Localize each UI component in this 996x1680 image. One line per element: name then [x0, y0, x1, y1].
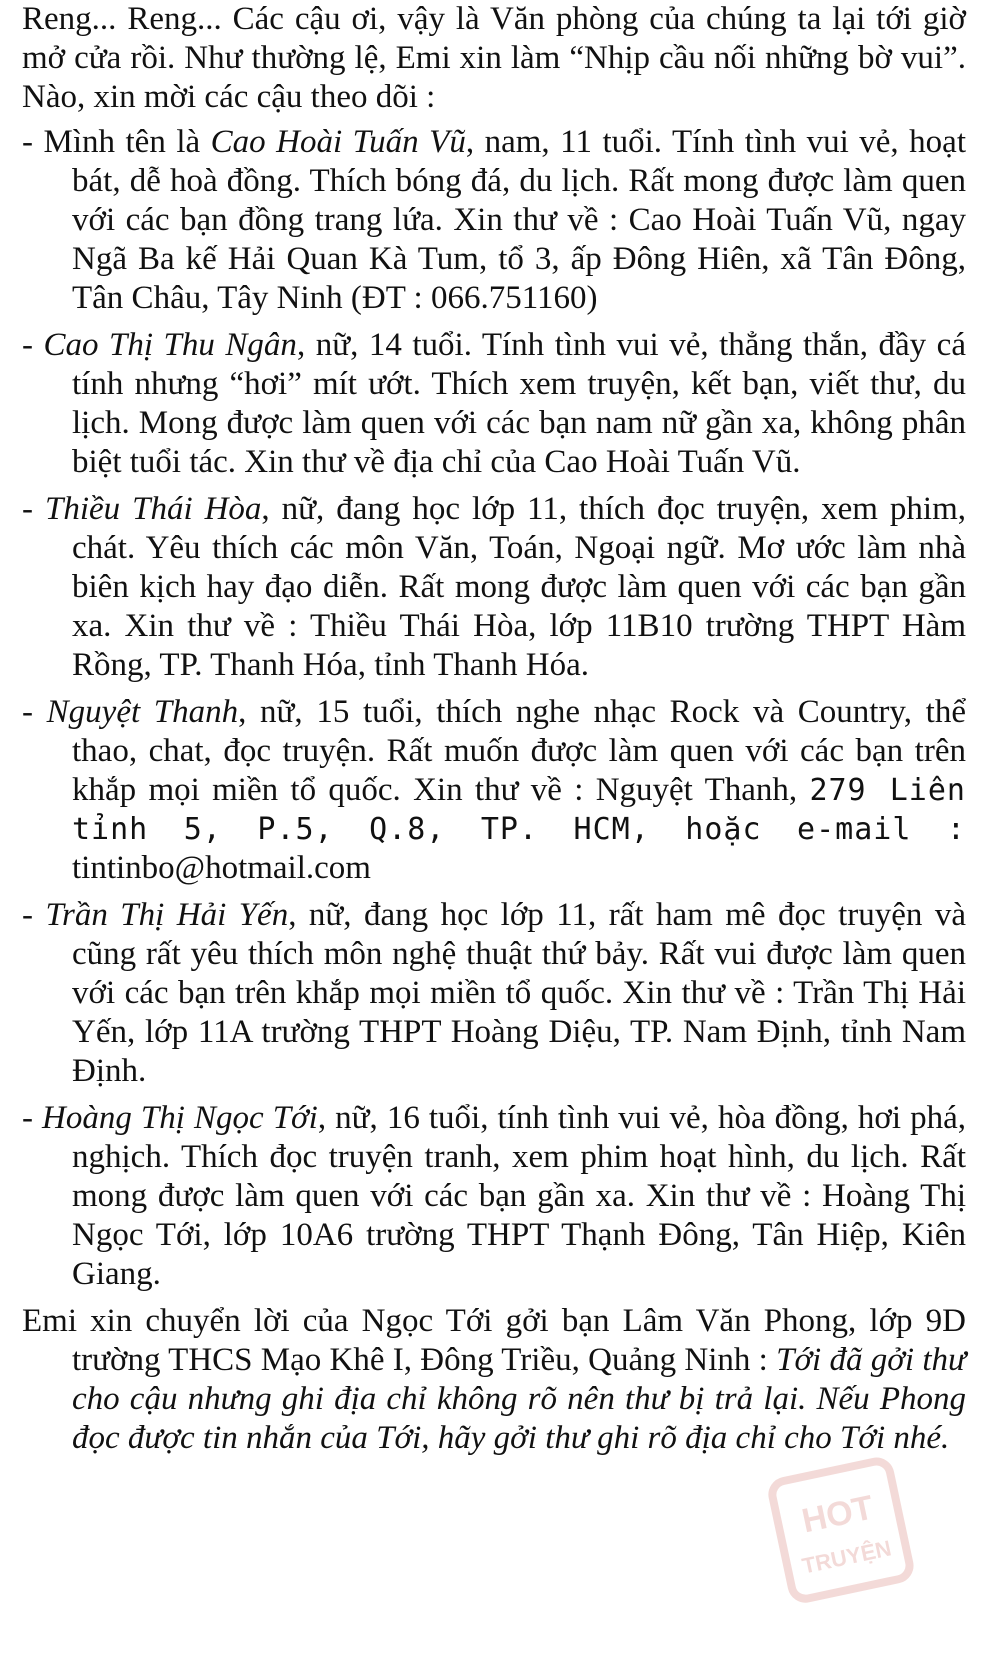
entry-5: [22, 896, 966, 1091]
outro-text: Emi xin chuyển lời của Ngọc Tới gởi bạn Lâm Văn Phong, lớp 9D trường THCS Mạo Khê I, Đông Triều, Quảng Ninh :: [22, 1303, 966, 1378]
entry-lead: -: [22, 694, 47, 730]
entry-name: Trần Thị Hải Yến: [45, 897, 289, 933]
entry-name: Thiều Thái Hòa: [44, 491, 262, 527]
outro-paragraph: [22, 1302, 966, 1458]
entry-4: [22, 693, 966, 888]
entry-body: , nữ, đang học lớp 11, rất ham mê đọc truyện và cũng rất yêu thích môn nghệ thuật thứ bảy. Rất vui được làm quen với các bạn trên khắp mọi miền tổ quốc. Xin thư về : Trần Thị Hải Yến, lớp 11A trường THPT Hoàng Diệu, TP. Nam Định, tỉnh Nam Định.: [72, 897, 967, 1089]
entry-name: Nguyệt Thanh: [46, 694, 239, 730]
entry-3: [22, 490, 966, 685]
entry-lead: -: [22, 491, 45, 527]
entry-lead: -: [22, 327, 44, 363]
entry-body: , nữ, 16 tuổi, tính tình vui vẻ, hòa đồng, hơi phá, nghịch. Thích đọc truyện tranh, xem phim hoạt hình, du lịch. Rất mong được làm quen với các bạn gần xa. Xin thư về : Hoàng Thị Ngọc Tới, lớp 10A6 trường THPT Thạnh Đông, Tân Hiệp, Kiên Giang.: [72, 1100, 966, 1292]
entry-body: , nữ, đang học lớp 11, thích đọc truyện, xem phim, chát. Yêu thích các môn Văn, Toán, Ngoại ngữ. Mơ ước làm nhà biên kịch hay đạo diễn. Rất mong được làm quen với các bạn gần xa. Xin thư về : Thiều Thái Hòa, lớp 11B10 trường THPT Hàm Rồng, TP. Thanh Hóa, tỉnh Thanh Hóa.: [72, 491, 966, 683]
entry-lead: - Mình tên là: [22, 124, 211, 160]
entry-6: [22, 1099, 966, 1294]
svg-text:TRUYỆN: TRUYỆN: [799, 1535, 894, 1579]
svg-text:HOT: HOT: [798, 1488, 877, 1541]
intro-paragraph: Reng... Reng... Các cậu ơi, vậy là Văn phòng của chúng ta lại tới giờ mở cửa rồi. Như thường lệ, Emi xin làm “Nhịp cầu nối những bờ vui”. Nào, xin mời các cậu theo dõi :: [22, 1, 966, 115]
entry-address: 279 Liên tỉnh 5, P.5, Q.8, TP. HCM, hoặc e-mail :: [72, 773, 966, 847]
entry-1: [22, 123, 966, 318]
entry-2: [22, 326, 966, 482]
entry-name: Hoàng Thị Ngọc Tới: [42, 1100, 318, 1136]
entry-body: , nam, 11 tuổi. Tính tình vui vẻ, hoạt bát, dễ hoà đồng. Thích bóng đá, du lịch. Rất mong được làm quen với các bạn đồng trang lứa. Xin thư về : Cao Hoài Tuấn Vũ, ngay Ngã Ba kế Hải Quan Kà Tum, tổ 3, ấp Đông Hiên, xã Tân Đông, Tân Châu, Tây Ninh (ĐT : 066.751160): [72, 124, 966, 316]
entry-body: , nữ, 15 tuổi, thích nghe nhạc Rock và Country, thể thao, chat, đọc truyện. Rất muốn được làm quen với các bạn trên khắp mọi miền tổ quốc. Xin thư về : Nguyệt Thanh,: [72, 694, 966, 808]
entry-name: Cao Thị Thu Ngân: [43, 327, 297, 363]
entry-email: tintinbo@hotmail.com: [72, 850, 371, 886]
entry-lead: -: [22, 897, 46, 933]
watermark-logo: [752, 1440, 932, 1630]
entry-body: , nữ, 14 tuổi. Tính tình vui vẻ, thẳng thắn, đầy cá tính nhưng “hơi” mít ướt. Thích xem truyện, kết bạn, viết thư, du lịch. Mong được làm quen với các bạn nam nữ gần xa, không phân biệt tuổi tác. Xin thư về địa chỉ của Cao Hoài Tuấn Vũ.: [72, 327, 966, 480]
outro-quote: Tới đã gởi thư cho cậu nhưng ghi địa chỉ không rõ nên thư bị trả lại. Nếu Phong đọc được tin nhắn của Tới, hãy gởi thư ghi rõ địa chỉ cho Tới nhé.: [72, 1342, 966, 1456]
entry-name: Cao Hoài Tuấn Vũ: [210, 124, 466, 160]
entry-lead: -: [22, 1100, 43, 1136]
